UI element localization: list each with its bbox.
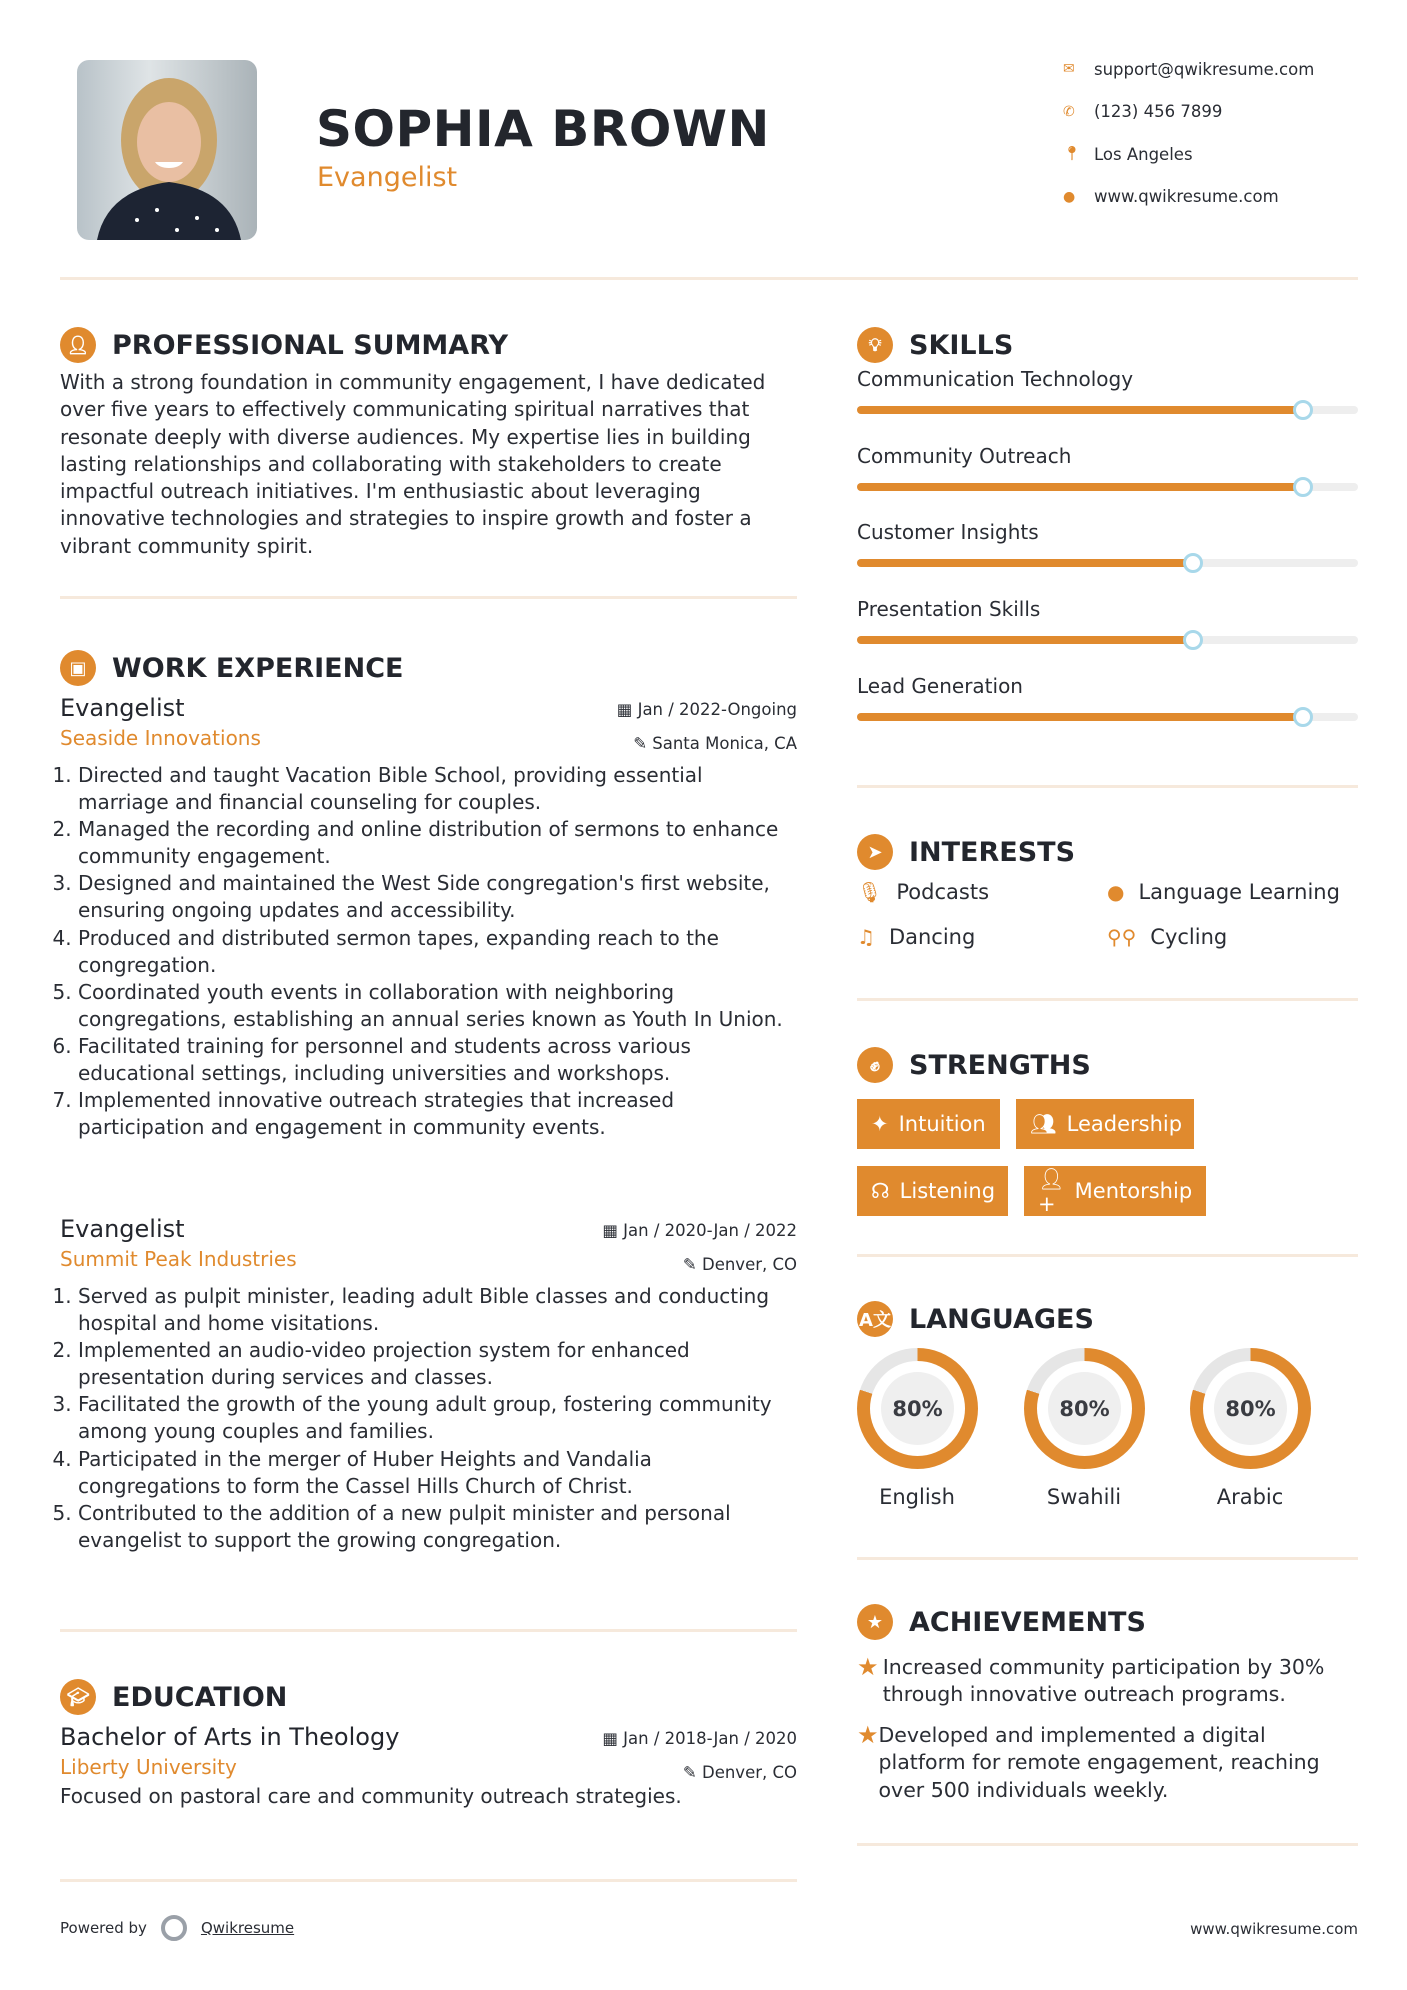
contact-text: (123) 456 7899 [1094, 102, 1223, 121]
language-percent: 80% [1048, 1372, 1121, 1445]
interest-item: ● Language Learning [1107, 880, 1340, 904]
contact-text: www.qwikresume.com [1094, 187, 1279, 206]
languages-section [857, 1299, 1358, 1519]
skill-bar-fill [857, 713, 1303, 721]
section-title: STRENGTHS [909, 1049, 1091, 1081]
skill-label: Presentation Skills [857, 597, 1041, 622]
divider [60, 596, 797, 599]
strength-tag: ☊ Listening [857, 1166, 1008, 1216]
strength-tag: ✦ Intuition [857, 1099, 1000, 1149]
bullet: 1. Directed and taught Vacation Bible School, providing essential marriage and financial counseling for couples. [78, 762, 797, 816]
language-label: Arabic [1216, 1485, 1284, 1509]
edu-dates: ▦ Jan / 2018-Jan / 2020 [602, 1729, 797, 1748]
bullet: 5. Contributed to the addition of a new pulpit minister and personal evangelist to support the growing congregation. [78, 1500, 797, 1554]
globe-icon: ● [1107, 880, 1125, 904]
school: Liberty University [60, 1755, 237, 1779]
candidate-role: Evangelist [317, 162, 458, 193]
skill-knob [1293, 400, 1313, 420]
summary-section [60, 325, 797, 560]
paper-plane-icon: ➤ [857, 834, 893, 870]
section-title: ACHIEVEMENTS [909, 1606, 1146, 1638]
contact-text: Los Angeles [1094, 144, 1193, 164]
language-donut [1190, 1348, 1311, 1469]
music-icon: ♫ [857, 925, 875, 949]
powered-by-label: Powered by [60, 1919, 147, 1937]
skill-bar [857, 483, 1358, 491]
contact-text: support@qwikresume.com [1094, 59, 1315, 79]
star-icon: ★ [857, 1604, 893, 1640]
divider [857, 998, 1358, 1001]
language-donut [857, 1348, 978, 1469]
map-pin-icon: 📍︎ [1063, 146, 1081, 162]
briefcase-icon: ▣ [60, 650, 96, 686]
skill-bar [857, 559, 1358, 567]
bullet: 3. Facilitated the growth of the young adult group, fostering community among young couples and families. [78, 1391, 797, 1445]
skills-section [857, 325, 1358, 750]
job-title: Evangelist [60, 694, 185, 722]
skill-knob [1293, 477, 1313, 497]
user-icon: 👤︎ [60, 327, 96, 363]
star-icon: ★ [857, 1721, 879, 1749]
bullet: 3. Designed and maintained the West Side congregation's first website, ensuring ongoing updates and accessibility. [78, 870, 797, 924]
divider [857, 1254, 1358, 1257]
footer-url[interactable]: www.qwikresume.com [1190, 1920, 1358, 1938]
skill-bar [857, 713, 1358, 721]
job-company: Seaside Innovations [60, 726, 261, 750]
education-section [60, 1677, 797, 1810]
profile-photo [77, 60, 257, 240]
edu-description: Focused on pastoral care and community outreach strategies. [60, 1784, 682, 1808]
header-divider [60, 277, 1358, 280]
divider [60, 1629, 797, 1632]
bicycle-icon: ⚲⚲ [1107, 925, 1137, 949]
job-dates: ▦ Jan / 2020-Jan / 2022 [602, 1221, 797, 1240]
section-title: WORK EXPERIENCE [112, 652, 404, 684]
skill-bar-fill [857, 483, 1303, 491]
footer-powered [60, 1915, 294, 1941]
strength-tag: 👤︎+ Mentorship [1024, 1166, 1206, 1216]
skill-bar [857, 636, 1358, 644]
users-icon: 👥︎ [1030, 1111, 1057, 1136]
skill-bar-fill [857, 559, 1193, 567]
qwikresume-logo-icon [161, 1915, 187, 1941]
edu-location: ✎ Denver, CO [682, 1763, 797, 1782]
section-title: EDUCATION [112, 1681, 288, 1713]
bullet: 2. Managed the recording and online distribution of sermons to enhance community engagement. [78, 816, 797, 870]
graduate-icon: 🎓︎ [60, 1679, 96, 1715]
skill-item [857, 444, 1358, 521]
section-title: INTERESTS [909, 836, 1076, 868]
candidate-name: SOPHIA BROWN [316, 100, 770, 158]
divider [60, 1879, 797, 1882]
job-entry [60, 1215, 797, 1554]
job-bullets [60, 1283, 797, 1554]
language-donut [1024, 1348, 1145, 1469]
section-title: LANGUAGES [909, 1303, 1094, 1335]
magic-wand-icon: ✦ [871, 1112, 889, 1136]
divider [857, 1843, 1358, 1846]
strength-tag: 👥︎ Leadership [1016, 1099, 1194, 1149]
bullet: 5. Coordinated youth events in collaboration with neighboring congregations, establishing an annual series known as Youth In Union. [78, 979, 797, 1033]
skill-label: Lead Generation [857, 673, 1023, 698]
section-title: SKILLS [909, 329, 1014, 361]
skill-bar [857, 406, 1358, 414]
interest-item: ♫ Dancing [857, 925, 976, 949]
envelope-icon: ✉ [1063, 61, 1075, 77]
user-plus-icon: 👤︎+ [1038, 1166, 1065, 1216]
phone-icon: ✆ [1063, 103, 1075, 120]
job-company: Summit Peak Industries [60, 1247, 297, 1271]
degree: Bachelor of Arts in Theology [60, 1723, 400, 1751]
fist-icon: ✊︎ [857, 1047, 893, 1083]
bullet: 2. Implemented an audio-video projection system for enhanced presentation during services and classes. [78, 1337, 797, 1391]
skill-bar-fill [857, 636, 1193, 644]
job-title: Evangelist [60, 1215, 185, 1243]
skill-label: Communication Technology [857, 367, 1134, 391]
contact-location [1063, 142, 1314, 166]
bullet: 4. Produced and distributed sermon tapes, expanding reach to the congregation. [78, 925, 797, 979]
divider [857, 785, 1358, 788]
job-entry [60, 694, 797, 1141]
skill-label: Community Outreach [857, 443, 1072, 468]
skill-knob [1183, 630, 1203, 650]
work-section [60, 648, 797, 1141]
globe-icon: ● [1063, 188, 1076, 205]
bullet: 4. Participated in the merger of Huber Heights and Vandalia congregations to form the Cassel Hills Church of Christ. [78, 1446, 797, 1500]
bullet: 1. Served as pulpit minister, leading adult Bible classes and conducting hospital and home visitations. [78, 1283, 797, 1337]
bullet: 6. Facilitated training for personnel and students across various educational settings, including universities and workshops. [78, 1033, 797, 1087]
language-percent: 80% [1214, 1372, 1287, 1445]
contact-email[interactable] [1063, 57, 1314, 81]
skill-item [857, 367, 1358, 444]
skill-label: Customer Insights [857, 520, 1039, 545]
strengths-section [857, 1045, 1358, 1225]
language-label: English [879, 1485, 955, 1509]
interest-item: 🎙︎ Podcasts [857, 880, 990, 904]
job-bullets [60, 762, 797, 1141]
skill-bar-fill [857, 406, 1303, 414]
skill-knob [1183, 553, 1203, 573]
summary-text: With a strong foundation in community engagement, I have dedicated over five years to effectively communicating spiritual narratives that resonate deeply with diverse audiences. My expertise lies in building lasting relationships and collaborating with stakeholders to create impactful outreach initiatives. I'm enthusiastic about leveraging innovative technologies and strategies to inspire growth and foster a vibrant community spirit. [60, 370, 766, 558]
section-title: PROFESSIONAL SUMMARY [112, 329, 509, 361]
job-location: ✎ Denver, CO [682, 1255, 797, 1274]
contact-phone [1063, 100, 1314, 124]
achievement-item: ★ Increased community participation by 30% through innovative outreach programs. [857, 1654, 1358, 1709]
star-icon: ★ [857, 1653, 879, 1681]
contact-website[interactable] [1063, 185, 1314, 209]
bullet: 7. Implemented innovative outreach strategies that increased participation and engagement in community events. [78, 1087, 797, 1141]
language-icon: A文 [857, 1301, 893, 1337]
skill-item [857, 520, 1358, 597]
skill-item [857, 674, 1358, 751]
job-location: ✎ Santa Monica, CA [633, 734, 797, 753]
achievement-item: ★ Developed and implemented a digital platform for remote engagement, reaching over 500 individuals weekly. [857, 1722, 1358, 1804]
language-percent: 80% [881, 1372, 954, 1445]
brand-link[interactable]: Qwikresume [200, 1919, 295, 1937]
divider [857, 1557, 1358, 1560]
lightbulb-icon: 💡︎ [857, 327, 893, 363]
language-label: Swahili [1046, 1485, 1122, 1509]
skill-knob [1293, 707, 1313, 727]
achievements-section [857, 1602, 1358, 1832]
contact-list [1063, 57, 1314, 209]
skill-item [857, 597, 1358, 674]
interest-item: ⚲⚲ Cycling [1107, 925, 1228, 949]
interests-section [857, 832, 1358, 982]
job-dates: ▦ Jan / 2022-Ongoing [616, 700, 797, 719]
microphone-icon: 🎙︎ [857, 880, 883, 904]
headphones-icon: ☊ [871, 1179, 890, 1203]
